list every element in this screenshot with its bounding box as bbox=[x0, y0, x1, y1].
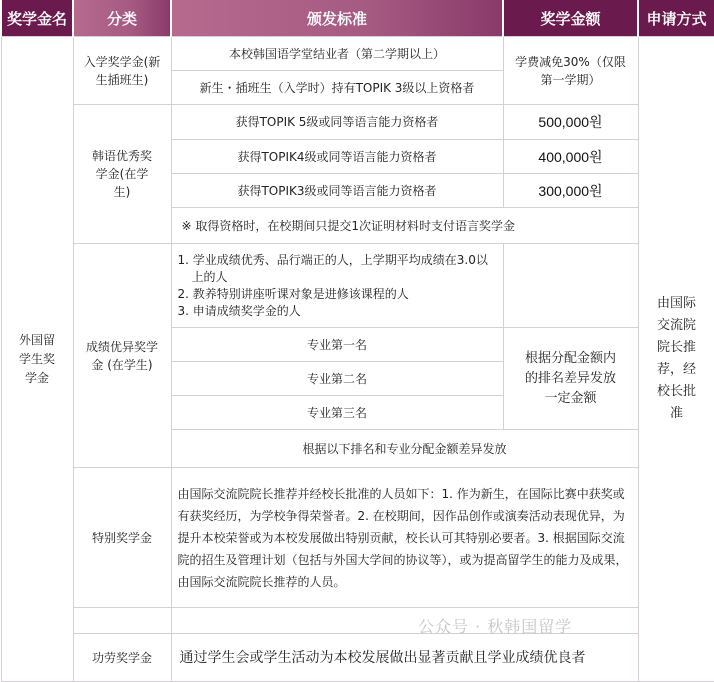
merit-list bbox=[171, 244, 503, 328]
table-row bbox=[1, 608, 714, 634]
header-name: 奖学金名 bbox=[1, 0, 73, 37]
korean-criteria-3: 获得TOPIK3级或同等语言能力资格者 bbox=[171, 174, 503, 208]
table-row bbox=[1, 634, 714, 682]
table-row bbox=[1, 244, 714, 328]
spacer-cell bbox=[73, 608, 171, 634]
special-text: 由国际交流院院长推荐并经校长批准的人员如下：1. 作为新生，在国际比赛中获奖或有获奖经历，为学校争得荣誉者。2. 在校期间，因作品创作或演奏活动表现优异，为提升本校荣誉或为本校发展做出特别贡献，校长认可其特别必要者。3. 根据国际交流院的招生及管理计划（包括与外国大学间的协议等），或为提高留学生的能力及成果，由国际交流院院长推荐的人员。 bbox=[171, 468, 638, 608]
watermark: 公众号 · 秋韩国留学 bbox=[418, 617, 573, 636]
service-category: 功劳奖学金 bbox=[73, 634, 171, 682]
merit-category: 成绩优异奖学金 (在学生) bbox=[73, 244, 171, 468]
header-row bbox=[1, 0, 714, 37]
entrance-criteria-2: 新生・插班生（入学时）持有TOPIK 3级以上资格者 bbox=[171, 71, 503, 105]
korean-note: ※ 取得资格时，在校期间只提交1次证明材料时支付语言奖学金 bbox=[171, 208, 638, 244]
header-criteria: 颁发标准 bbox=[171, 0, 503, 37]
table-row bbox=[1, 37, 714, 71]
korean-criteria-1: 获得TOPIK 5级或同等语言能力资格者 bbox=[171, 105, 503, 140]
spacer-cell bbox=[171, 608, 638, 634]
merit-rank-2: 专业第二名 bbox=[171, 362, 503, 396]
table-row bbox=[1, 468, 714, 608]
list-item: 2. 教养特别讲座听课对象是进修该课程的人 bbox=[177, 286, 409, 301]
merit-rank-3: 专业第三名 bbox=[171, 396, 503, 430]
list-item: 1. 学业成绩优秀、品行端正的人，上学期平均成绩在3.0以上的人 bbox=[177, 252, 488, 284]
service-text: 通过学生会或学生活动为本校发展做出显著贡献且学业成绩优良者 bbox=[171, 634, 638, 682]
korean-amount-3: 300,000원 bbox=[503, 174, 638, 208]
header-category: 分类 bbox=[73, 0, 171, 37]
list-item: 3. 申请成绩奖学金的人 bbox=[177, 303, 301, 318]
header-amount: 奖学金额 bbox=[503, 0, 638, 37]
table-row bbox=[1, 105, 714, 140]
special-category: 特别奖学金 bbox=[73, 468, 171, 608]
header-method: 申请方式 bbox=[638, 0, 714, 37]
merit-top-spacer bbox=[503, 244, 638, 328]
entrance-category: 入学奖学金(新生插班生) bbox=[73, 37, 171, 105]
scholarship-name-cell: 外国留学生奖学金 bbox=[1, 37, 73, 682]
korean-amount-1: 500,000원 bbox=[503, 105, 638, 140]
korean-amount-2: 400,000원 bbox=[503, 140, 638, 174]
merit-footnote: 根据以下排名和专业分配金额差异发放 bbox=[171, 430, 638, 468]
merit-amount: 根据分配金额内的排名差异发放一定金额 bbox=[503, 328, 638, 430]
entrance-amount: 学费减免30%（仅限第一学期） bbox=[503, 37, 638, 105]
korean-criteria-2: 获得TOPIK4级或同等语言能力资格者 bbox=[171, 140, 503, 174]
merit-rank-1: 专业第一名 bbox=[171, 328, 503, 362]
korean-category: 韩语优秀奖学金(在学生) bbox=[73, 105, 171, 244]
method-cell: 由国际交流院院长推荐，经校长批准 bbox=[638, 37, 714, 682]
entrance-criteria-1: 本校韩国语学堂结业者（第二学期以上） bbox=[171, 37, 503, 71]
